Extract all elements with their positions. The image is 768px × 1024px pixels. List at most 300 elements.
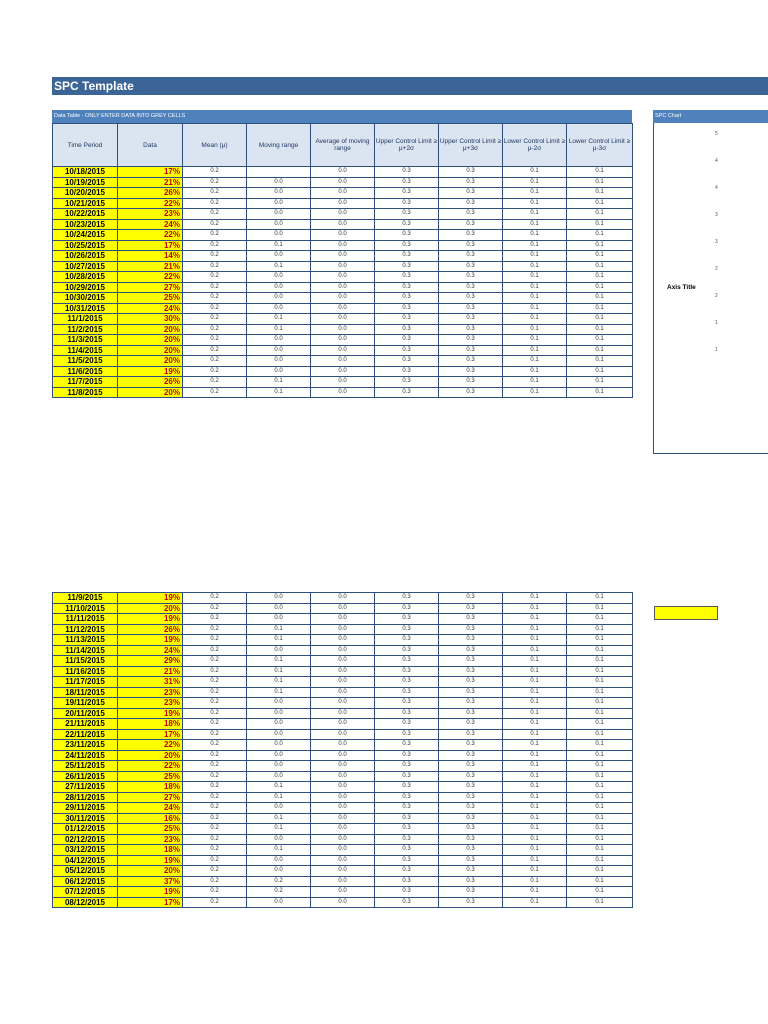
table-row: [53, 603, 633, 614]
computed-cell: 0.1: [567, 240, 633, 251]
computed-cell: 0.0: [247, 803, 311, 814]
data-value-cell[interactable]: 19%: [118, 366, 183, 377]
computed-cell: 0.2: [183, 792, 247, 803]
computed-cell: 0.0: [311, 750, 375, 761]
data-value-cell[interactable]: 27%: [118, 282, 183, 293]
time-period-cell[interactable]: 11/14/2015: [53, 645, 118, 656]
column-header: Average of moving range: [311, 124, 375, 167]
time-period-cell[interactable]: 27/11/2015: [53, 782, 118, 793]
computed-cell: 0.2: [183, 603, 247, 614]
data-value-cell[interactable]: 21%: [118, 177, 183, 188]
data-value-cell[interactable]: 30%: [118, 314, 183, 325]
computed-cell: 0.3: [375, 845, 439, 856]
computed-cell: 0.3: [439, 177, 503, 188]
computed-cell: 0.3: [439, 635, 503, 646]
table-row: [53, 293, 633, 304]
y-tick-label: 3: [715, 239, 718, 245]
computed-cell: 0.1: [503, 198, 567, 209]
time-period-cell[interactable]: 11/5/2015: [53, 356, 118, 367]
time-period-cell[interactable]: 02/12/2015: [53, 834, 118, 845]
computed-cell: 0.0: [247, 251, 311, 262]
data-value-cell[interactable]: 23%: [118, 698, 183, 709]
time-period-cell[interactable]: 19/11/2015: [53, 698, 118, 709]
time-period-cell[interactable]: 11/10/2015: [53, 603, 118, 614]
computed-cell: 0.0: [311, 356, 375, 367]
time-period-cell[interactable]: 23/11/2015: [53, 740, 118, 751]
computed-cell: 0.1: [503, 876, 567, 887]
computed-cell: 0.2: [183, 887, 247, 898]
computed-cell: 0.3: [375, 188, 439, 199]
y-tick-label: 3: [715, 212, 718, 218]
computed-cell: 0.0: [311, 866, 375, 877]
computed-cell: 0.1: [503, 282, 567, 293]
computed-cell: 0.1: [247, 624, 311, 635]
computed-cell: 0.1: [567, 645, 633, 656]
time-period-cell[interactable]: 11/6/2015: [53, 366, 118, 377]
time-period-cell[interactable]: 04/12/2015: [53, 855, 118, 866]
computed-cell: 0.1: [567, 366, 633, 377]
time-period-cell[interactable]: 11/4/2015: [53, 345, 118, 356]
time-period-cell[interactable]: 08/12/2015: [53, 897, 118, 908]
computed-cell: 0.1: [503, 855, 567, 866]
computed-cell: 0.0: [311, 614, 375, 625]
table-row: [53, 771, 633, 782]
computed-cell: 0.2: [183, 803, 247, 814]
computed-cell: 0.0: [311, 771, 375, 782]
computed-cell: 0.3: [375, 698, 439, 709]
time-period-cell[interactable]: 10/31/2015: [53, 303, 118, 314]
computed-cell: 0.0: [311, 635, 375, 646]
computed-cell: 0.1: [247, 240, 311, 251]
computed-cell: 0.2: [183, 824, 247, 835]
data-value-cell[interactable]: 20%: [118, 866, 183, 877]
computed-cell: 0.2: [183, 719, 247, 730]
computed-cell: 0.3: [375, 251, 439, 262]
time-period-cell[interactable]: 11/2/2015: [53, 324, 118, 335]
table-row: [53, 824, 633, 835]
computed-cell: 0.1: [567, 335, 633, 346]
table-row: [53, 782, 633, 793]
computed-cell: 0.1: [247, 687, 311, 698]
data-value-cell[interactable]: 19%: [118, 887, 183, 898]
computed-cell: 0.1: [503, 645, 567, 656]
computed-cell: 0.0: [247, 303, 311, 314]
data-value-cell[interactable]: 24%: [118, 645, 183, 656]
time-period-cell[interactable]: 10/27/2015: [53, 261, 118, 272]
data-value-cell[interactable]: 17%: [118, 729, 183, 740]
computed-cell: 0.2: [183, 314, 247, 325]
computed-cell: 0.2: [183, 345, 247, 356]
computed-cell: 0.3: [375, 792, 439, 803]
computed-cell: 0.2: [183, 708, 247, 719]
computed-cell: 0.1: [503, 593, 567, 604]
time-period-cell[interactable]: 11/11/2015: [53, 614, 118, 625]
data-value-cell[interactable]: 37%: [118, 876, 183, 887]
computed-cell: 0.0: [247, 209, 311, 220]
computed-cell: 0.3: [375, 719, 439, 730]
column-header: Moving range: [247, 124, 311, 167]
computed-cell: 0.0: [311, 366, 375, 377]
computed-cell: 0.3: [375, 293, 439, 304]
computed-cell: 0.0: [311, 335, 375, 346]
computed-cell: 0.0: [311, 719, 375, 730]
computed-cell: 0.0: [311, 698, 375, 709]
computed-cell: 0.1: [503, 167, 567, 178]
table-row: [53, 876, 633, 887]
data-value-cell[interactable]: 19%: [118, 708, 183, 719]
computed-cell: 0.1: [567, 209, 633, 220]
computed-cell: 0.1: [247, 377, 311, 388]
data-value-cell[interactable]: 20%: [118, 335, 183, 346]
computed-cell: 0.1: [503, 813, 567, 824]
time-period-cell[interactable]: 06/12/2015: [53, 876, 118, 887]
computed-cell: 0.0: [247, 177, 311, 188]
computed-cell: 0.0: [311, 782, 375, 793]
time-period-cell[interactable]: 29/11/2015: [53, 803, 118, 814]
data-value-cell[interactable]: 14%: [118, 251, 183, 262]
computed-cell: 0.2: [183, 740, 247, 751]
time-period-cell[interactable]: 11/9/2015: [53, 593, 118, 604]
time-period-cell[interactable]: 10/22/2015: [53, 209, 118, 220]
data-value-cell[interactable]: 16%: [118, 813, 183, 824]
data-value-cell[interactable]: 23%: [118, 834, 183, 845]
data-value-cell[interactable]: 22%: [118, 761, 183, 772]
data-value-cell[interactable]: 18%: [118, 845, 183, 856]
computed-cell: 0.3: [375, 729, 439, 740]
computed-cell: 0.3: [439, 366, 503, 377]
data-value-cell[interactable]: 19%: [118, 855, 183, 866]
computed-cell: 0.0: [247, 719, 311, 730]
time-period-cell[interactable]: 11/17/2015: [53, 677, 118, 688]
computed-cell: 0.0: [247, 771, 311, 782]
time-period-cell[interactable]: 05/12/2015: [53, 866, 118, 877]
data-value-cell[interactable]: 24%: [118, 803, 183, 814]
data-value-cell[interactable]: 22%: [118, 230, 183, 241]
data-value-cell[interactable]: 21%: [118, 666, 183, 677]
time-period-cell[interactable]: 07/12/2015: [53, 887, 118, 898]
data-value-cell[interactable]: 23%: [118, 687, 183, 698]
computed-cell: 0.1: [567, 719, 633, 730]
computed-cell: 0.1: [247, 677, 311, 688]
time-period-cell[interactable]: 10/29/2015: [53, 282, 118, 293]
computed-cell: 0.1: [503, 866, 567, 877]
computed-cell: 0.1: [247, 314, 311, 325]
y-tick-label: 1: [715, 320, 718, 326]
time-period-cell[interactable]: 22/11/2015: [53, 729, 118, 740]
computed-cell: 0.0: [311, 387, 375, 398]
computed-cell: 0.3: [375, 708, 439, 719]
computed-cell: 0.1: [567, 603, 633, 614]
data-value-cell[interactable]: 26%: [118, 624, 183, 635]
computed-cell: 0.2: [183, 645, 247, 656]
computed-cell: 0.3: [375, 335, 439, 346]
data-value-cell[interactable]: 29%: [118, 656, 183, 667]
table-row: [53, 188, 633, 199]
table-row: [53, 750, 633, 761]
data-value-cell[interactable]: 25%: [118, 293, 183, 304]
computed-cell: 0.0: [311, 624, 375, 635]
computed-cell: 0.1: [567, 897, 633, 908]
computed-cell: 0.1: [567, 635, 633, 646]
computed-cell: 0.3: [375, 345, 439, 356]
computed-cell: 0.3: [375, 614, 439, 625]
computed-cell: 0.1: [567, 866, 633, 877]
table-row: [53, 645, 633, 656]
computed-cell: 0.1: [503, 782, 567, 793]
table-row: [53, 624, 633, 635]
computed-cell: 0.0: [311, 792, 375, 803]
computed-cell: 0.3: [439, 887, 503, 898]
time-period-cell[interactable]: 11/12/2015: [53, 624, 118, 635]
computed-cell: 0.0: [311, 230, 375, 241]
time-period-cell[interactable]: 18/11/2015: [53, 687, 118, 698]
computed-cell: 0.1: [503, 603, 567, 614]
computed-cell: 0.1: [247, 656, 311, 667]
table-row: [53, 335, 633, 346]
computed-cell: 0.3: [439, 855, 503, 866]
table-row: [53, 177, 633, 188]
time-period-cell[interactable]: 01/12/2015: [53, 824, 118, 835]
computed-cell: 0.2: [183, 219, 247, 230]
table-row: [53, 324, 633, 335]
computed-cell: 0.0: [311, 593, 375, 604]
computed-cell: 0.3: [439, 761, 503, 772]
computed-cell: 0.1: [503, 897, 567, 908]
computed-cell: 0.1: [567, 876, 633, 887]
computed-cell: 0.1: [567, 282, 633, 293]
computed-cell: 0.2: [183, 251, 247, 262]
data-value-cell[interactable]: 17%: [118, 240, 183, 251]
time-period-cell[interactable]: 11/16/2015: [53, 666, 118, 677]
data-value-cell[interactable]: 20%: [118, 387, 183, 398]
data-value-cell[interactable]: 18%: [118, 719, 183, 730]
table-row: [53, 792, 633, 803]
computed-cell: 0.2: [183, 198, 247, 209]
data-value-cell[interactable]: 21%: [118, 261, 183, 272]
table-row: [53, 377, 633, 388]
computed-cell: 0.3: [439, 729, 503, 740]
data-value-cell[interactable]: 19%: [118, 593, 183, 604]
computed-cell: 0.3: [439, 897, 503, 908]
time-period-cell[interactable]: 11/13/2015: [53, 635, 118, 646]
computed-cell: 0.3: [375, 177, 439, 188]
time-period-cell[interactable]: 26/11/2015: [53, 771, 118, 782]
data-value-cell[interactable]: 20%: [118, 324, 183, 335]
time-period-cell[interactable]: 20/11/2015: [53, 708, 118, 719]
time-period-cell[interactable]: 28/11/2015: [53, 792, 118, 803]
computed-cell: 0.0: [311, 834, 375, 845]
y-tick-label: 4: [715, 185, 718, 191]
time-period-cell[interactable]: 10/18/2015: [53, 167, 118, 178]
data-value-cell[interactable]: 22%: [118, 740, 183, 751]
computed-cell: 0.1: [503, 251, 567, 262]
computed-cell: 0.3: [439, 834, 503, 845]
computed-cell: 0.3: [375, 324, 439, 335]
time-period-cell[interactable]: 30/11/2015: [53, 813, 118, 824]
data-value-cell[interactable]: 24%: [118, 219, 183, 230]
computed-cell: 0.1: [503, 324, 567, 335]
computed-cell: 0.0: [247, 834, 311, 845]
time-period-cell[interactable]: 10/28/2015: [53, 272, 118, 283]
computed-cell: 0.0: [247, 188, 311, 199]
computed-cell: 0.1: [567, 272, 633, 283]
computed-cell: 0.1: [503, 740, 567, 751]
computed-cell: 0.3: [375, 656, 439, 667]
time-period-cell[interactable]: 11/7/2015: [53, 377, 118, 388]
time-period-cell[interactable]: 10/24/2015: [53, 230, 118, 241]
data-value-cell[interactable]: 25%: [118, 824, 183, 835]
computed-cell: 0.0: [311, 324, 375, 335]
computed-cell: 0.0: [311, 240, 375, 251]
computed-cell: 0.1: [567, 356, 633, 367]
computed-cell: 0.2: [183, 240, 247, 251]
computed-cell: 0.3: [375, 230, 439, 241]
computed-cell: 0.3: [375, 261, 439, 272]
time-period-cell[interactable]: 10/30/2015: [53, 293, 118, 304]
data-value-cell[interactable]: 22%: [118, 198, 183, 209]
data-value-cell[interactable]: 25%: [118, 771, 183, 782]
computed-cell: 0.0: [311, 167, 375, 178]
time-period-cell[interactable]: 11/15/2015: [53, 656, 118, 667]
data-table-2: [52, 592, 633, 908]
computed-cell: 0.1: [503, 824, 567, 835]
computed-cell: 0.3: [375, 387, 439, 398]
y-tick-label: 1: [715, 347, 718, 353]
time-period-cell[interactable]: 10/23/2015: [53, 219, 118, 230]
computed-cell: 0.3: [375, 813, 439, 824]
data-value-cell[interactable]: 20%: [118, 603, 183, 614]
computed-cell: 0.1: [567, 845, 633, 856]
time-period-cell[interactable]: 21/11/2015: [53, 719, 118, 730]
data-value-cell[interactable]: 20%: [118, 345, 183, 356]
computed-cell: 0.0: [311, 687, 375, 698]
data-value-cell[interactable]: 27%: [118, 792, 183, 803]
computed-cell: 0.1: [567, 261, 633, 272]
computed-cell: 0.1: [503, 356, 567, 367]
time-period-cell[interactable]: 10/20/2015: [53, 188, 118, 199]
time-period-cell[interactable]: 25/11/2015: [53, 761, 118, 772]
data-value-cell[interactable]: 23%: [118, 209, 183, 220]
table-row: [53, 261, 633, 272]
computed-cell: 0.0: [247, 603, 311, 614]
time-period-cell[interactable]: 10/21/2015: [53, 198, 118, 209]
time-period-cell[interactable]: 24/11/2015: [53, 750, 118, 761]
computed-cell: 0.2: [183, 324, 247, 335]
computed-cell: 0.3: [439, 324, 503, 335]
computed-cell: 0.3: [375, 897, 439, 908]
computed-cell: 0.3: [375, 303, 439, 314]
data-value-cell[interactable]: 17%: [118, 167, 183, 178]
table-row: [53, 866, 633, 877]
computed-cell: 0.3: [439, 230, 503, 241]
computed-cell: 0.2: [183, 303, 247, 314]
computed-cell: 0.2: [183, 834, 247, 845]
computed-cell: 0.0: [247, 855, 311, 866]
data-value-cell[interactable]: 19%: [118, 614, 183, 625]
computed-cell: 0.1: [567, 219, 633, 230]
computed-cell: 0.1: [567, 188, 633, 199]
computed-cell: 0.0: [311, 377, 375, 388]
data-value-cell[interactable]: 20%: [118, 750, 183, 761]
computed-cell: 0.1: [567, 656, 633, 667]
time-period-cell[interactable]: 11/3/2015: [53, 335, 118, 346]
computed-cell: 0.0: [311, 603, 375, 614]
table-row: [53, 897, 633, 908]
computed-cell: 0.3: [439, 314, 503, 325]
data-value-cell[interactable]: 26%: [118, 188, 183, 199]
computed-cell: 0.2: [183, 845, 247, 856]
computed-cell: 0.1: [247, 824, 311, 835]
table-row: [53, 761, 633, 772]
y-tick-label: 4: [715, 158, 718, 164]
computed-cell: 0.0: [311, 708, 375, 719]
computed-cell: 0.1: [503, 698, 567, 709]
data-value-cell[interactable]: 26%: [118, 377, 183, 388]
time-period-cell[interactable]: 03/12/2015: [53, 845, 118, 856]
time-period-cell[interactable]: 10/25/2015: [53, 240, 118, 251]
computed-cell: 0.2: [183, 209, 247, 220]
data-value-cell[interactable]: 18%: [118, 782, 183, 793]
time-period-cell[interactable]: 10/26/2015: [53, 251, 118, 262]
computed-cell: 0.1: [503, 387, 567, 398]
computed-cell: 0.1: [503, 624, 567, 635]
computed-cell: 0.3: [375, 356, 439, 367]
computed-cell: 0.3: [375, 803, 439, 814]
computed-cell: 0.0: [247, 614, 311, 625]
computed-cell: 0.2: [183, 593, 247, 604]
computed-cell: 0.0: [311, 198, 375, 209]
time-period-cell[interactable]: 11/1/2015: [53, 314, 118, 325]
computed-cell: 0.0: [311, 177, 375, 188]
table-row: [53, 719, 633, 730]
computed-cell: 0.3: [375, 198, 439, 209]
data-value-cell[interactable]: 17%: [118, 897, 183, 908]
data-value-cell[interactable]: 19%: [118, 635, 183, 646]
computed-cell: 0.3: [439, 345, 503, 356]
header-row: [53, 124, 633, 167]
computed-cell: 0.0: [311, 314, 375, 325]
table-row: [53, 345, 633, 356]
column-header: Upper Control Limit ≥ μ+2σ: [375, 124, 439, 167]
time-period-cell[interactable]: 10/19/2015: [53, 177, 118, 188]
computed-cell: 0.1: [567, 771, 633, 782]
computed-cell: 0.1: [503, 335, 567, 346]
data-value-cell[interactable]: 31%: [118, 677, 183, 688]
computed-cell: 0.1: [247, 666, 311, 677]
table-row: [53, 834, 633, 845]
computed-cell: 0.3: [375, 240, 439, 251]
input-cell[interactable]: [654, 606, 718, 620]
computed-cell: 0.0: [247, 897, 311, 908]
computed-cell: 0.3: [439, 303, 503, 314]
computed-cell: 0.3: [375, 677, 439, 688]
computed-cell: 0.1: [567, 387, 633, 398]
data-value-cell[interactable]: 24%: [118, 303, 183, 314]
data-value-cell[interactable]: 20%: [118, 356, 183, 367]
computed-cell: 0.0: [311, 251, 375, 262]
computed-cell: 0.1: [567, 377, 633, 388]
computed-cell: 0.0: [311, 261, 375, 272]
computed-cell: 0.3: [375, 624, 439, 635]
computed-cell: 0.1: [503, 377, 567, 388]
data-value-cell[interactable]: 22%: [118, 272, 183, 283]
time-period-cell[interactable]: 11/8/2015: [53, 387, 118, 398]
computed-cell: 0.1: [503, 729, 567, 740]
computed-cell: 0.2: [183, 761, 247, 772]
computed-cell: 0.1: [503, 887, 567, 898]
computed-cell: 0.3: [375, 771, 439, 782]
computed-cell: 0.0: [311, 897, 375, 908]
